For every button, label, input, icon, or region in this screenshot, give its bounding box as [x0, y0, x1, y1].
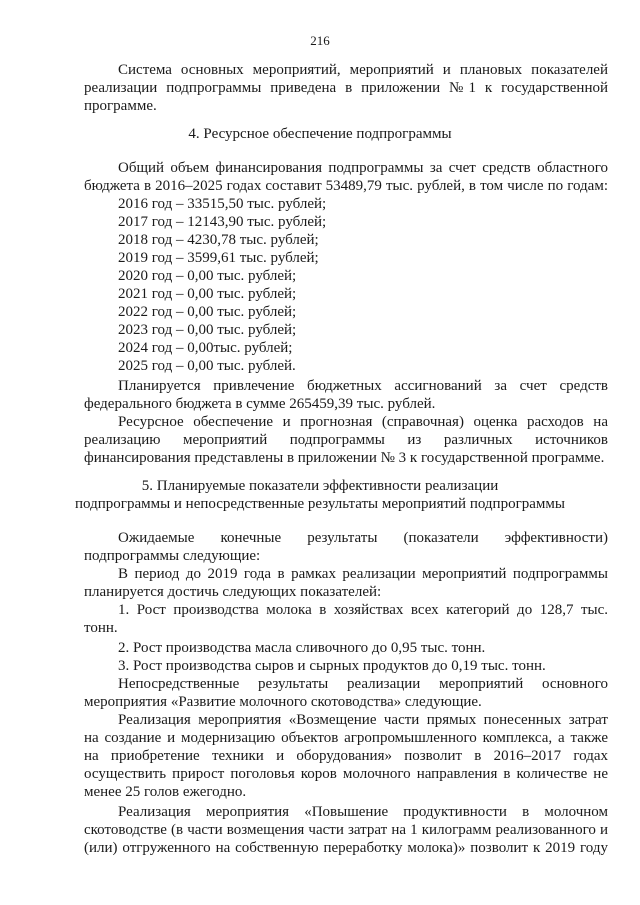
text-line: программе.: [84, 98, 157, 114]
text-line: В период до 2019 года в рамках реализации мероприятий подпрограммы: [118, 566, 608, 582]
text-line: скотоводстве (в части возмещения части затрат на 1 килограмм реализованного и: [84, 822, 608, 838]
text-line: Реализация мероприятия «Возмещение части прямых понесенных затрат: [118, 712, 608, 728]
year-line: 2018 год – 4230,78 тыс. рублей;: [118, 232, 319, 248]
section-heading: подпрограммы и непосредственные результаты мероприятий подпрограммы: [75, 496, 565, 512]
text-line: планируется достичь следующих показателей:: [84, 584, 382, 600]
text-line: менее 25 голов ежегодно.: [84, 784, 247, 800]
text-line: бюджета в 2016–2025 годах составит 53489,79 тыс. рублей, в том числе по годам:: [84, 178, 608, 194]
text-line: реализации подпрограммы приведена в приложении №1 к государственной: [84, 80, 608, 96]
year-line: 2019 год – 3599,61 тыс. рублей;: [118, 250, 319, 266]
text-line: мероприятия «Развитие молочного скотоводства» следующие.: [84, 694, 482, 710]
list-item: 2. Рост производства масла сливочного до 0,95 тыс. тонн.: [118, 640, 486, 656]
list-item: 1. Рост производства молока в хозяйствах всех категорий до 128,7 тыс.: [118, 602, 608, 618]
text-line: на создание и модернизацию объектов агропромышленного комплекса, а также: [84, 730, 608, 746]
text-line: федерального бюджета в сумме 265459,39 тыс. рублей.: [84, 396, 436, 412]
text-line: подпрограммы следующие:: [84, 548, 261, 564]
section-heading: 5. Планируемые показатели эффективности реализации: [141, 478, 499, 494]
year-line: 2017 год – 12143,90 тыс. рублей;: [118, 214, 327, 230]
text-line: Непосредственные результаты реализации мероприятий основного: [118, 676, 608, 692]
text-line: финансирования представлены в приложении № 3 к государственной программе.: [84, 450, 605, 466]
year-line: 2024 год – 0,00тыс. рублей;: [118, 340, 293, 356]
page-number: 216: [310, 33, 330, 48]
text-line: Реализация мероприятия «Повышение продуктивности в молочном: [118, 804, 608, 820]
text-line: реализацию мероприятий подпрограммы из различных источников: [84, 432, 608, 448]
text-line: Планируется привлечение бюджетных ассигнований за счет средств: [118, 378, 608, 394]
year-line: 2022 год – 0,00 тыс. рублей;: [118, 304, 297, 320]
text-line: осуществить прирост поголовья коров молочного направления в количестве не: [84, 766, 608, 782]
section-heading: 4. Ресурсное обеспечение подпрограммы: [188, 126, 452, 142]
text-line: Ожидаемые конечные результаты (показатели эффективности): [118, 530, 608, 546]
year-line: 2023 год – 0,00 тыс. рублей;: [118, 322, 297, 338]
year-line: 2025 год – 0,00 тыс. рублей.: [118, 358, 296, 374]
year-line: 2021 год – 0,00 тыс. рублей;: [118, 286, 297, 302]
text-line: Система основных мероприятий, мероприятий и плановых показателей: [118, 62, 608, 78]
text-line: Ресурсное обеспечение и прогнозная (справочная) оценка расходов на: [118, 414, 608, 430]
text-line: (или) отгруженного на собственную переработку молока)» позволит к 2019 году: [84, 840, 608, 856]
text-line: на приобретение техники и оборудования» позволит в 2016–2017 годах: [84, 748, 608, 764]
year-line: 2016 год – 33515,50 тыс. рублей;: [118, 196, 327, 212]
year-line: 2020 год – 0,00 тыс. рублей;: [118, 268, 297, 284]
list-item: 3. Рост производства сыров и сырных продуктов до 0,19 тыс. тонн.: [118, 658, 546, 674]
text-line: Общий объем финансирования подпрограммы за счет средств областного: [118, 160, 608, 176]
text-line: тонн.: [84, 620, 118, 636]
